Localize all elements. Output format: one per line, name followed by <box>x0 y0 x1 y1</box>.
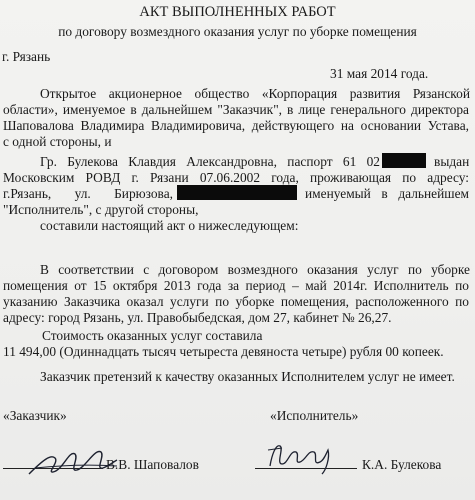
executor-signature-icon <box>262 436 342 476</box>
party2-line-1b: выдан <box>434 154 470 169</box>
customer-signature-icon <box>25 440 120 480</box>
party2-line-3a: г.Рязань, ул. Бирюзова, <box>3 186 173 201</box>
party2-line-3b: именуемый в дальнейшем <box>305 186 469 201</box>
document-date: 31 мая 2014 года. <box>330 66 429 81</box>
redaction-passport-number <box>382 153 426 168</box>
executor-signer-name: К.А. Булекова <box>362 457 442 472</box>
body-line-1: В соответствии с договором возмездного оказания услуг по уборке <box>40 262 470 277</box>
document-subtitle: по договору возмездного оказания услуг по уборке помещения <box>58 24 417 39</box>
party2-line-1a: Гр. Булекова Клавдия Александровна, паспорт 61 02 <box>40 154 380 169</box>
party2-line-4: "Исполнитель", с другой стороны, <box>3 202 199 217</box>
party1-line-2: области», именуемое в дальнейшем "Заказчик", в лице генерального директора <box>3 102 469 117</box>
body-line-4: адресу: город Рязань, ул. Правобыбедская, дом 27, кабинет № 26,27. <box>3 310 392 325</box>
claims-statement: Заказчик претензий к качеству оказанных Исполнителем услуг не имеет. <box>40 369 455 384</box>
party1-line-4: с одной стороны, и <box>3 134 112 149</box>
customer-signer-name: В.В. Шаповалов <box>106 457 199 472</box>
customer-label: «Заказчик» <box>3 408 67 423</box>
cost-label: Стоимость оказанных услуг составила <box>42 328 263 343</box>
compiled-statement: составили настоящий акт о нижеследующем: <box>40 218 299 233</box>
party1-line-3: Шаповалова Владимира Владимировича, действующего на основании Устава, <box>3 118 469 133</box>
party2-line-2: Московским РОВД г. Рязани 07.06.2002 года, проживающая по адресу: <box>3 170 469 185</box>
body-line-3: указанию Заказчика оказал услуги по уборке помещения, расположенного по <box>3 294 469 309</box>
executor-label: «Исполнитель» <box>270 408 359 423</box>
body-line-2: помещения от 15 октября 2013 года за период – май 2014г. Исполнитель по <box>3 278 469 293</box>
party1-line-1: Открытое акционерное общество «Корпорация развития Рязанской <box>40 86 470 101</box>
redaction-address <box>177 185 297 200</box>
document-title: АКТ ВЫПОЛНЕННЫХ РАБОТ <box>139 4 336 20</box>
cost-value: 11 494,00 (Одиннадцать тысяч четыреста девяноста четыре) рубля 00 копеек. <box>3 344 444 359</box>
city: г. Рязань <box>2 49 51 64</box>
